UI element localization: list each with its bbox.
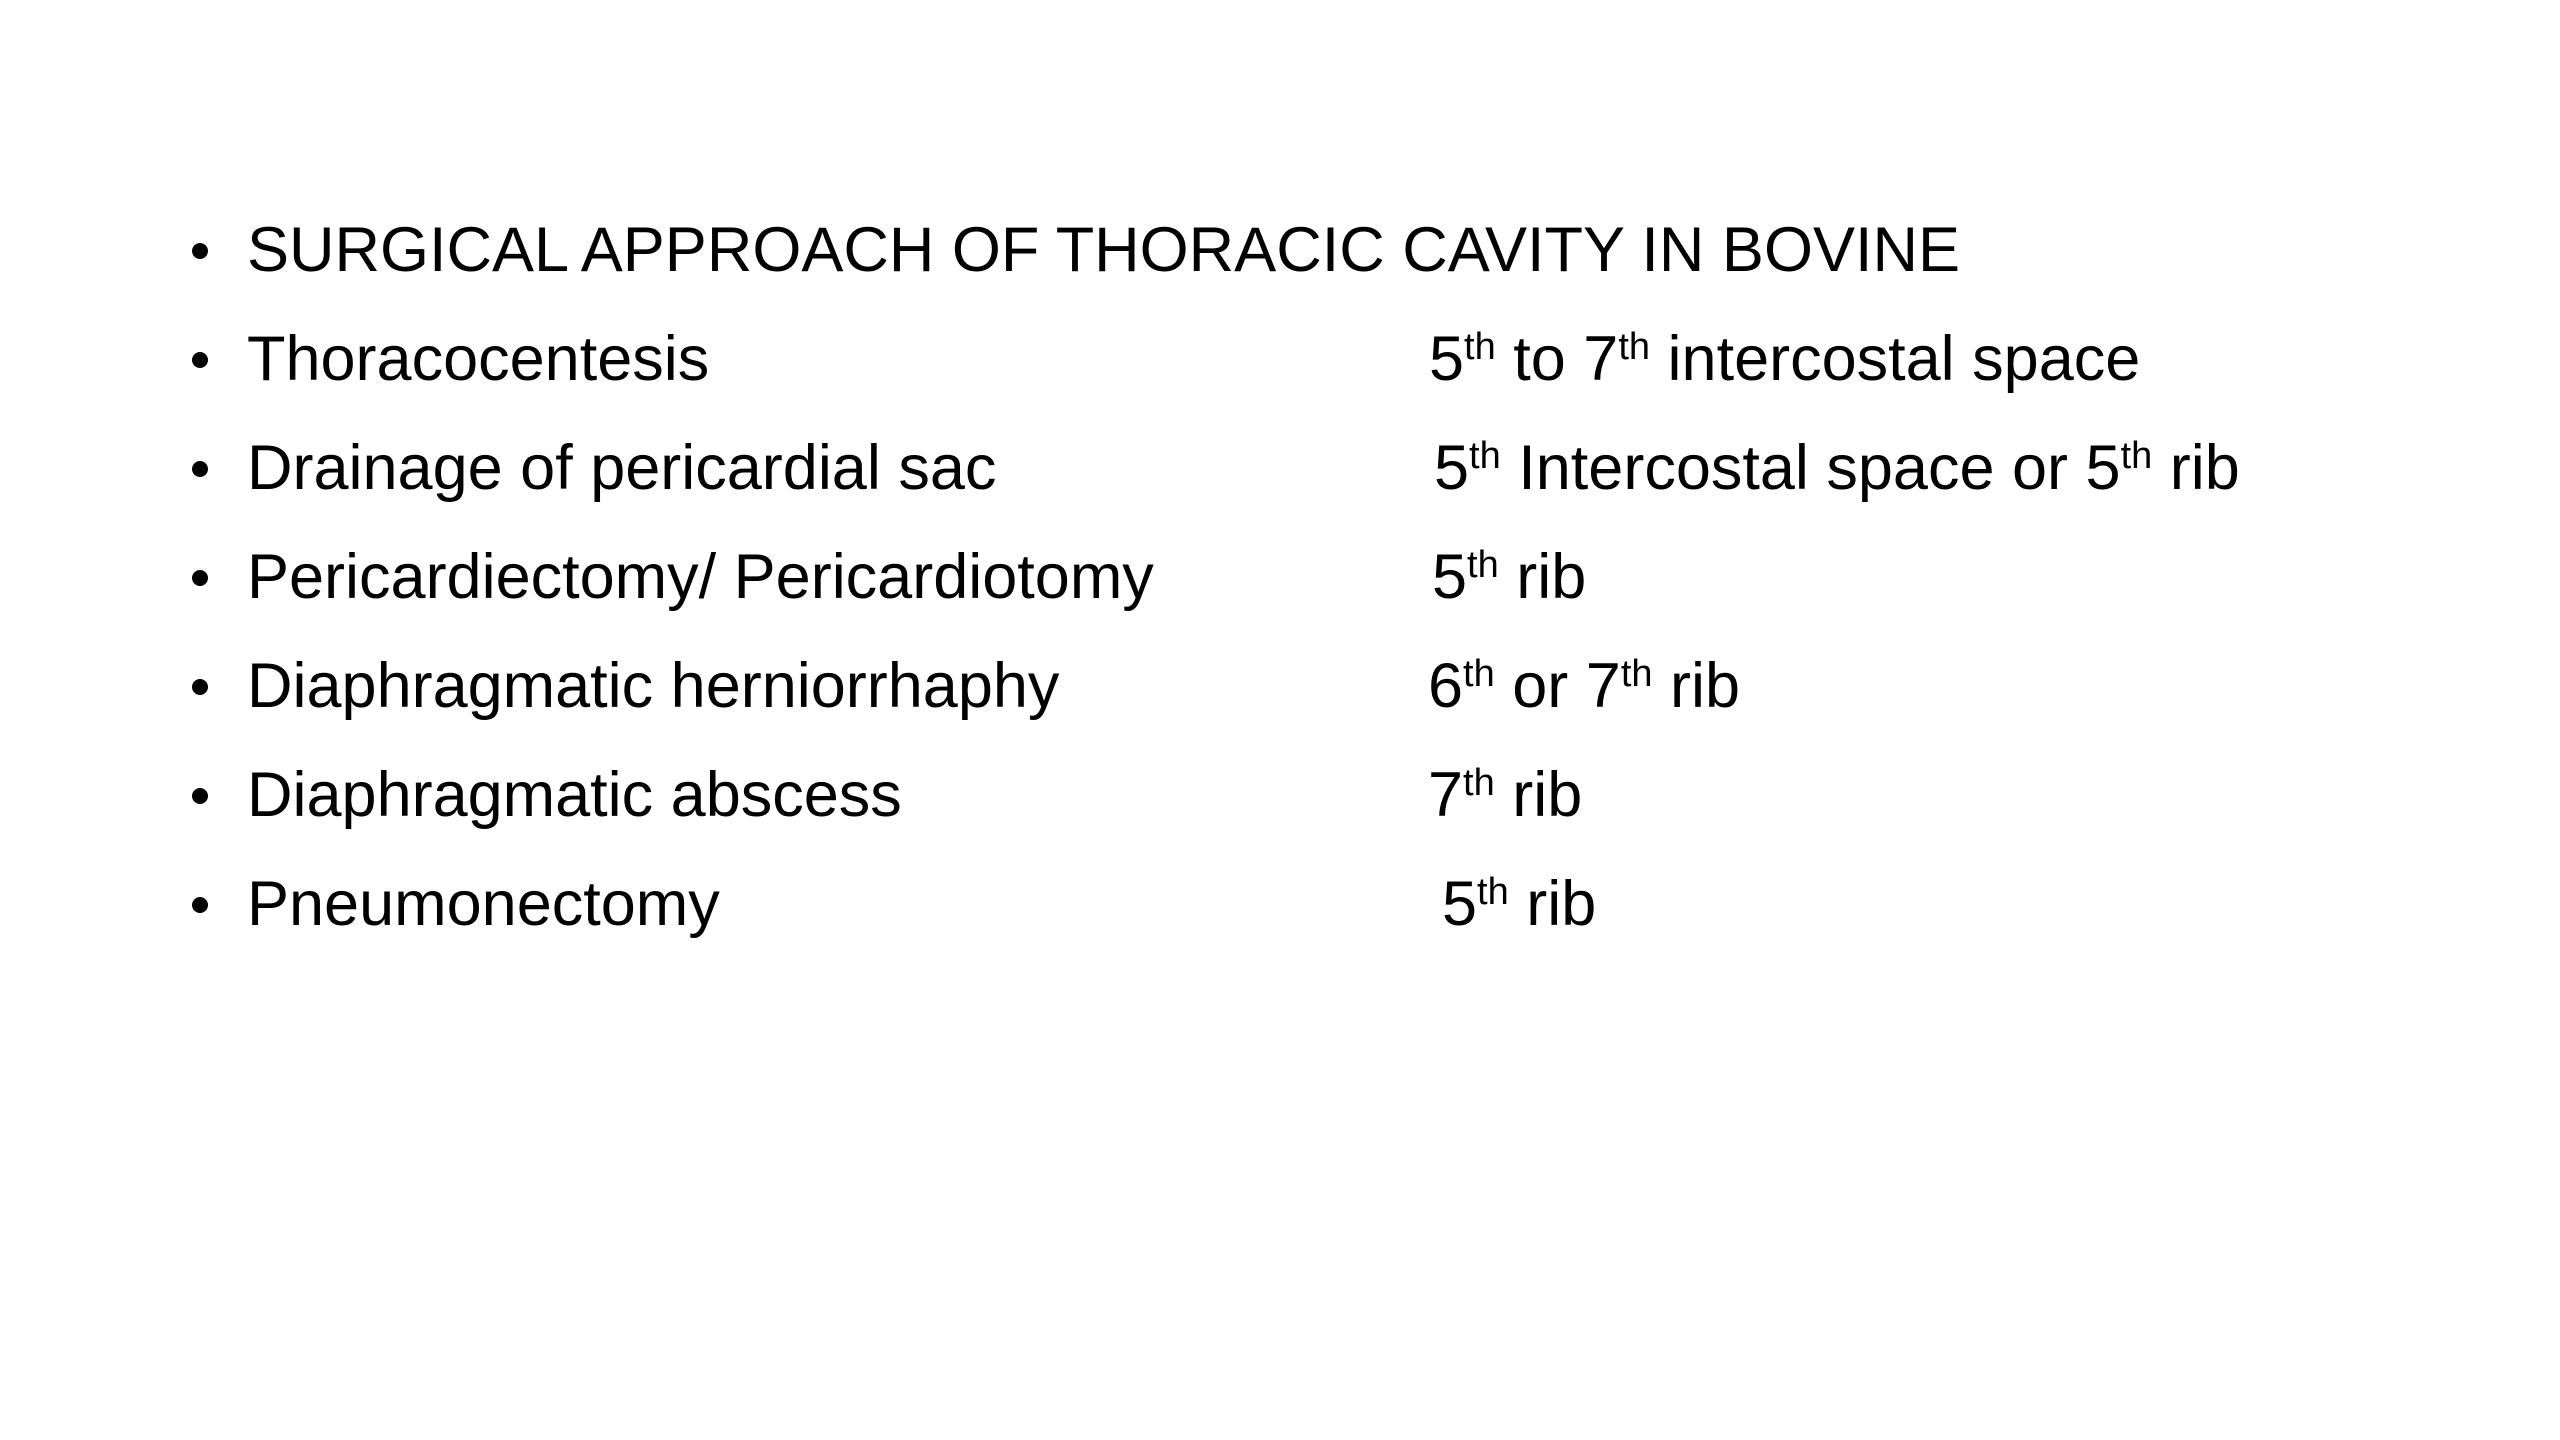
ordinal-suffix: th xyxy=(1477,871,1509,914)
bullet-icon xyxy=(192,679,208,695)
approach-site xyxy=(1432,542,1587,612)
approach-site xyxy=(1428,651,1741,721)
value-text: 5 xyxy=(1442,869,1478,939)
ordinal-suffix: th xyxy=(1618,326,1651,369)
approach-site xyxy=(1428,760,1583,830)
ordinal-suffix: th xyxy=(1467,544,1499,587)
ordinal-suffix: th xyxy=(1463,653,1495,696)
procedure-name: Pericardiectomy/ Pericardiotomy xyxy=(247,542,1154,612)
ordinal-suffix: th xyxy=(2120,435,2153,478)
value-text: or 7 xyxy=(1494,651,1621,721)
slide-heading: SURGICAL APPROACH OF THORACIC CAVITY IN BOVINE xyxy=(247,215,1960,285)
value-text: rib xyxy=(1494,760,1583,830)
value-text: 5 xyxy=(1429,324,1465,394)
value-text: to 7 xyxy=(1495,324,1619,394)
heading-row xyxy=(192,196,2442,305)
value-text: 5 xyxy=(1434,433,1470,503)
ordinal-suffix: th xyxy=(1463,762,1495,805)
list-item xyxy=(192,741,2442,850)
procedure-name: Diaphragmatic abscess xyxy=(247,760,902,830)
value-text: rib xyxy=(1652,651,1741,721)
ordinal-suffix: th xyxy=(1469,435,1501,478)
bullet-icon xyxy=(192,461,208,477)
value-text: Intercostal space or 5 xyxy=(1500,433,2121,503)
procedure-name: Drainage of pericardial sac xyxy=(247,433,997,503)
value-text: rib xyxy=(1498,542,1587,612)
value-text: 5 xyxy=(1432,542,1468,612)
bullet-list xyxy=(192,196,2442,959)
approach-site xyxy=(1429,324,2141,394)
procedure-name: Thoracocentesis xyxy=(247,324,710,394)
approach-site xyxy=(1434,433,2240,503)
list-item xyxy=(192,523,2442,632)
bullet-icon xyxy=(192,352,208,368)
value-text: 6 xyxy=(1428,651,1464,721)
value-text: rib xyxy=(2152,433,2240,503)
procedure-name: Pneumonectomy xyxy=(247,869,720,939)
value-text: intercostal space xyxy=(1650,324,2141,394)
list-item xyxy=(192,414,2442,523)
procedure-name: Diaphragmatic herniorrhaphy xyxy=(247,651,1060,721)
bullet-icon xyxy=(192,897,208,913)
list-item xyxy=(192,305,2442,414)
value-text: rib xyxy=(1508,869,1597,939)
ordinal-suffix: th xyxy=(1464,326,1496,369)
bullet-icon xyxy=(192,788,208,804)
bullet-icon xyxy=(192,570,208,586)
bullet-icon xyxy=(192,243,208,259)
approach-site xyxy=(1442,869,1597,939)
value-text: 7 xyxy=(1428,760,1464,830)
ordinal-suffix: th xyxy=(1620,653,1653,696)
list-item xyxy=(192,850,2442,959)
list-item xyxy=(192,632,2442,741)
